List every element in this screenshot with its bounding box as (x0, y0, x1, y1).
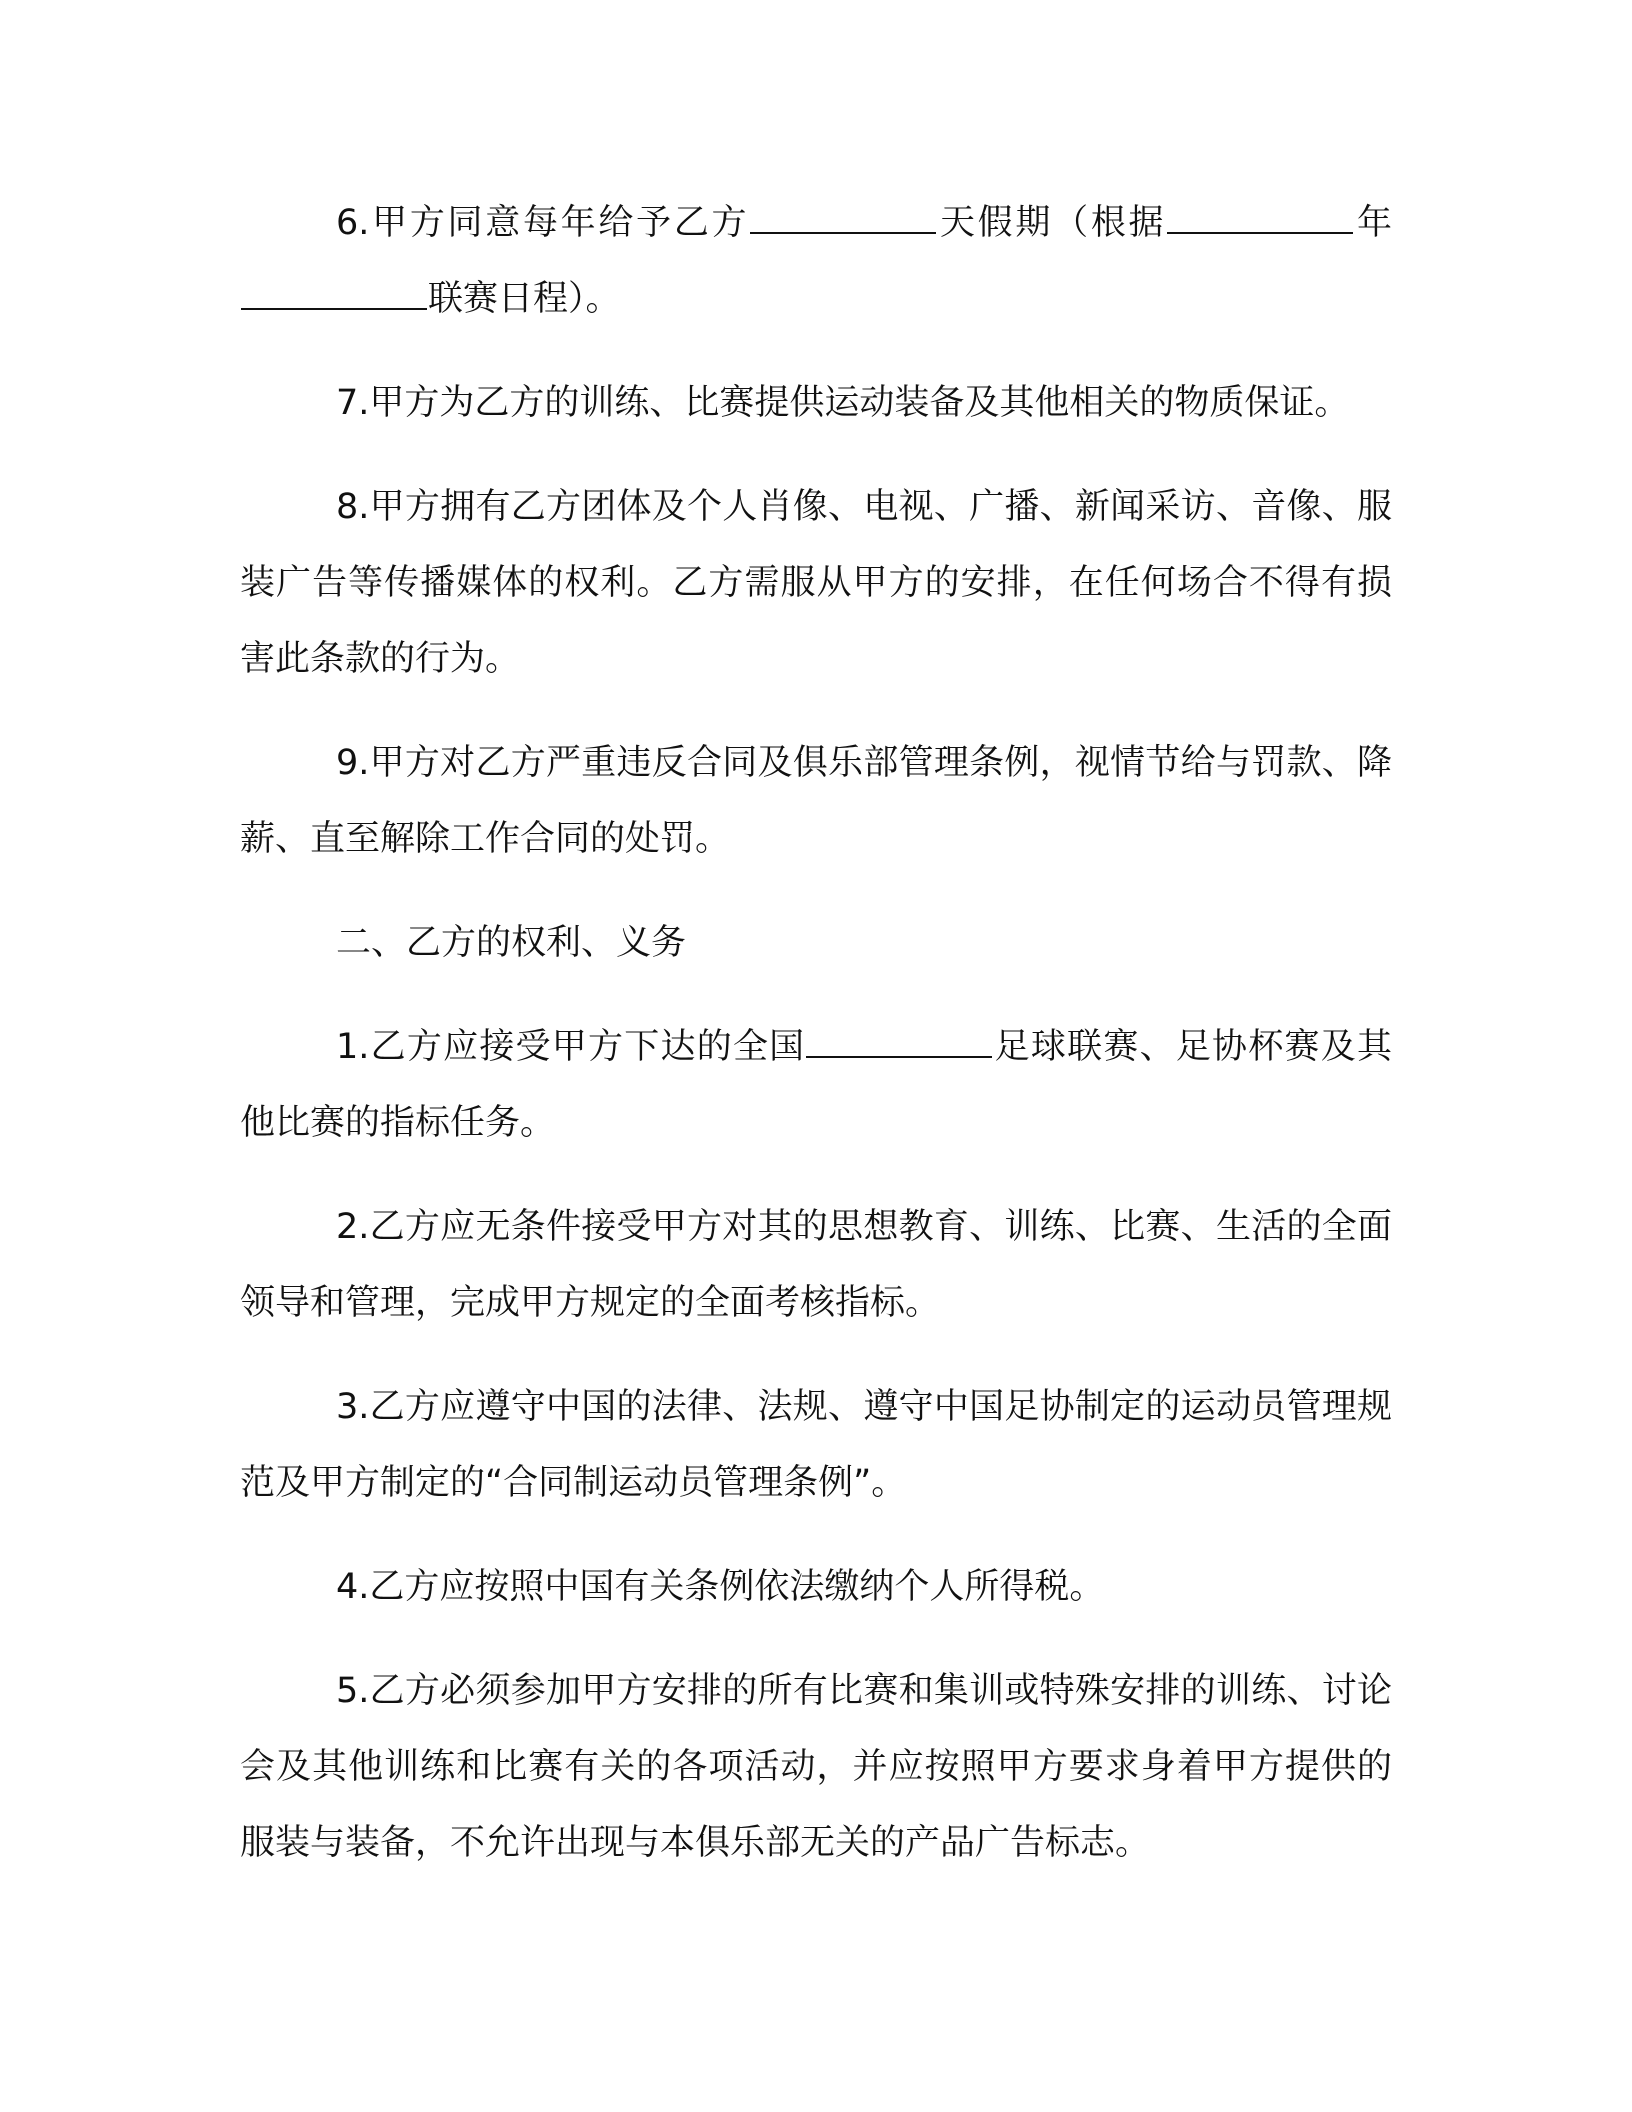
clause-b5 (240, 1653, 1392, 1881)
document-page (240, 185, 1392, 1909)
clause-b3-text: 3.乙方应遵守中国的法律、法规、遵守中国足协制定的运动员管理规范及甲方制定的“合同制运动员管理条例”。 (240, 1387, 1392, 1503)
section-heading-text: 二、乙方的权利、义务 (336, 923, 687, 963)
clause-b5-text: 5.乙方必须参加甲方安排的所有比赛和集训或特殊安排的训练、讨论会及其他训练和比赛有关的各项活动，并应按照甲方要求身着甲方提供的服装与装备，不允许出现与本俱乐部无关的产品广告标志。 (240, 1671, 1392, 1863)
clause-b1-text-2: 足球联赛、足协杯赛及其他比赛的指标任务。 (240, 1027, 1392, 1143)
fill-in-blank-year (1167, 224, 1353, 234)
clause-a6-text-2: 天假期（根据 (937, 203, 1167, 243)
section-heading-party-b (240, 905, 1392, 981)
clause-b3 (240, 1369, 1392, 1521)
clause-b1-text-1: 1.乙方应接受甲方下达的全国 (336, 1027, 806, 1067)
clause-a7 (240, 365, 1392, 441)
clause-a6-text-3: 年 (1354, 203, 1392, 243)
clause-b2 (240, 1189, 1392, 1341)
clause-b2-text: 2.乙方应无条件接受甲方对其的思想教育、训练、比赛、生活的全面领导和管理，完成甲方规定的全面考核指标。 (240, 1207, 1392, 1323)
clause-a6-text-4: 联赛日程）。 (428, 279, 621, 319)
fill-in-blank-league-name (806, 1048, 992, 1058)
fill-in-blank-days (750, 224, 936, 234)
clause-a8 (240, 469, 1392, 697)
clause-a9 (240, 725, 1392, 877)
clause-b4 (240, 1549, 1392, 1625)
clause-b4-text: 4.乙方应按照中国有关条例依法缴纳个人所得税。 (336, 1567, 1105, 1607)
clause-b1 (240, 1009, 1392, 1161)
fill-in-blank-league (241, 300, 427, 310)
clause-a8-text: 8.甲方拥有乙方团体及个人肖像、电视、广播、新闻采访、音像、服装广告等传播媒体的权利。乙方需服从甲方的安排，在任何场合不得有损害此条款的行为。 (240, 487, 1392, 679)
clause-a6-text-1: 6.甲方同意每年给予乙方 (336, 203, 750, 243)
clause-a9-text: 9.甲方对乙方严重违反合同及俱乐部管理条例，视情节给与罚款、降薪、直至解除工作合同的处罚。 (240, 743, 1392, 859)
clause-a6 (240, 185, 1392, 337)
clause-a7-text: 7.甲方为乙方的训练、比赛提供运动装备及其他相关的物质保证。 (336, 383, 1350, 423)
